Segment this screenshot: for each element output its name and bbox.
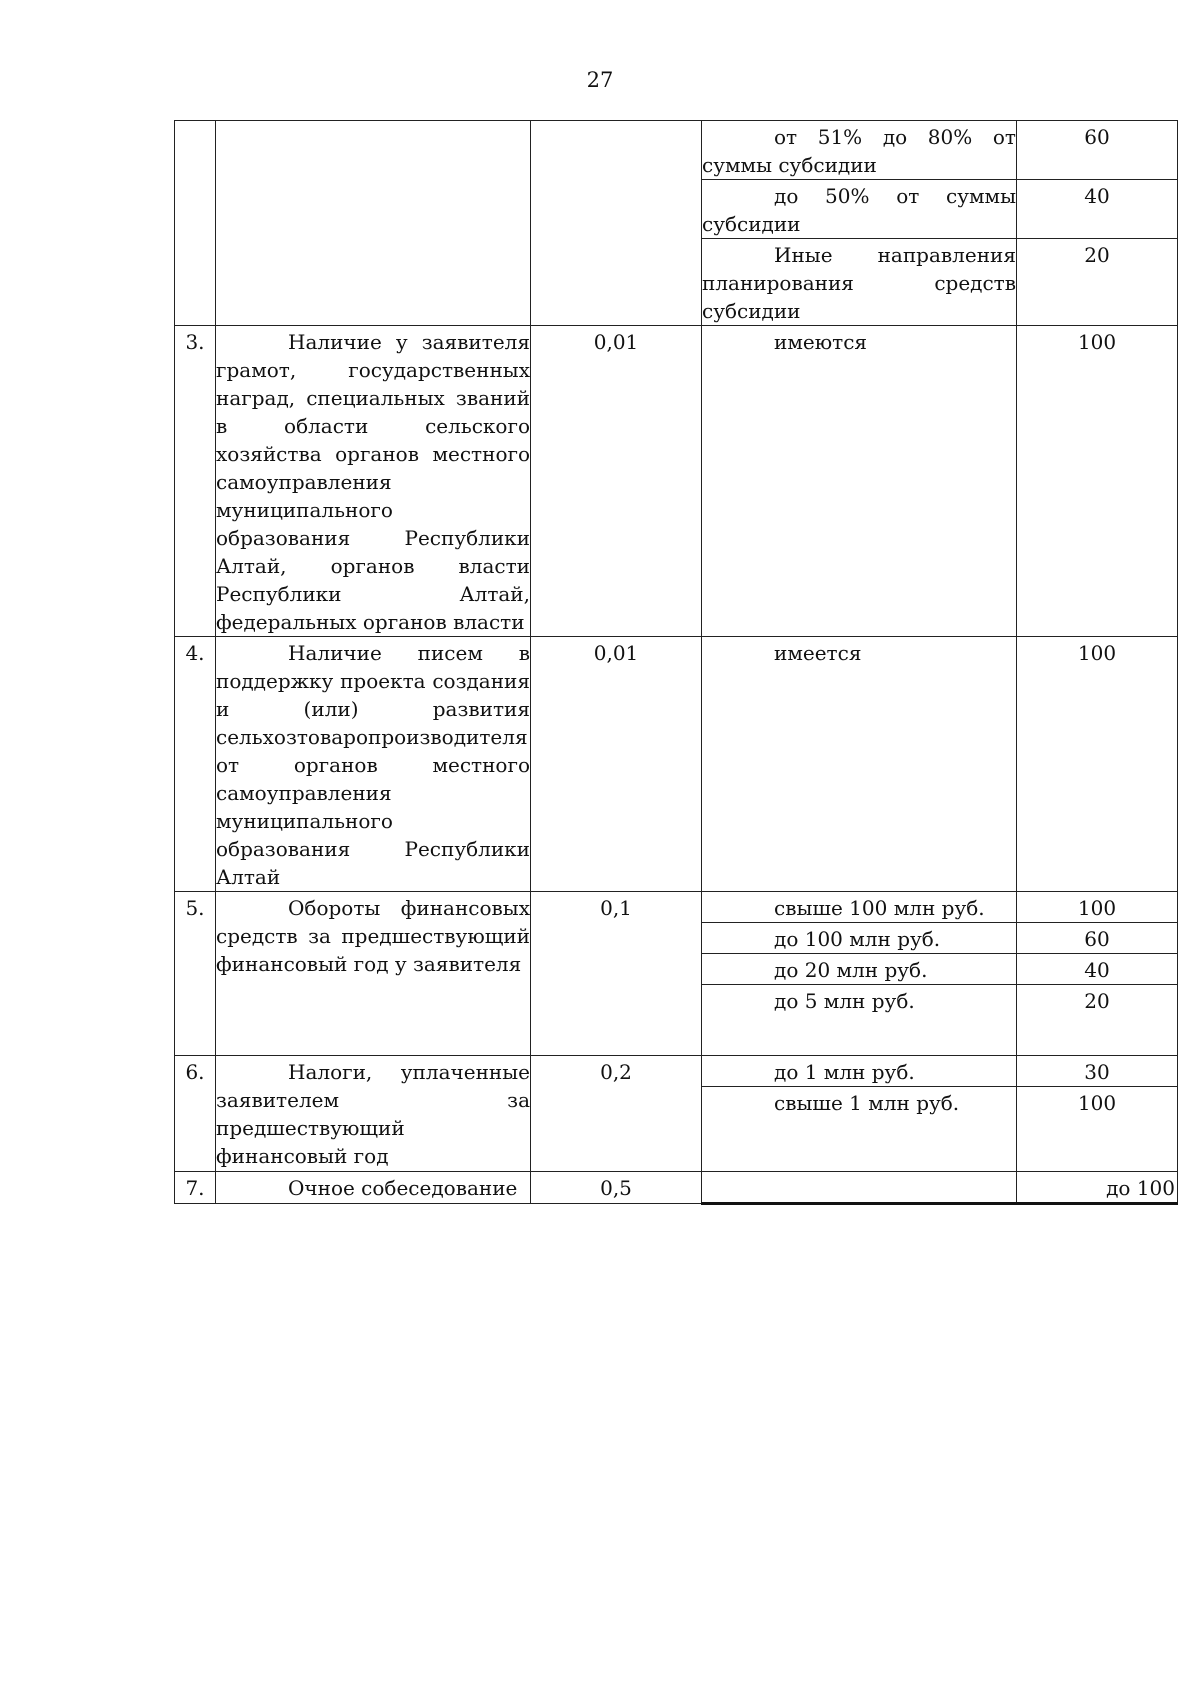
- score-cell: 100: [1017, 326, 1178, 637]
- table-row: [175, 637, 1178, 892]
- option-text: до 50% от суммы: [774, 184, 1016, 208]
- criterion-cell: [216, 1172, 531, 1204]
- option-cell: [702, 1056, 1017, 1087]
- option-cell: [702, 985, 1017, 1056]
- row-number: 6.: [175, 1056, 216, 1172]
- criteria-table: [174, 120, 1178, 1205]
- score-cell: 20: [1017, 239, 1178, 326]
- criterion-text: Очное собеседование: [288, 1176, 518, 1200]
- weight-cell: 0,5: [531, 1172, 702, 1204]
- cell-num-empty: [175, 121, 216, 326]
- page-number: 27: [586, 68, 614, 92]
- option-cell: [702, 923, 1017, 954]
- cell-criterion-empty: [216, 121, 531, 326]
- option-cell: [702, 326, 1017, 637]
- option-cell: [702, 1087, 1017, 1172]
- option-cell: [702, 121, 1017, 180]
- option-cell: [702, 1172, 1017, 1204]
- option-text: Иные направления: [774, 243, 1016, 267]
- weight-cell: 0,01: [531, 637, 702, 892]
- option-text: планирования средств: [702, 271, 1016, 295]
- row-number: 3.: [175, 326, 216, 637]
- score-cell: до 100: [1017, 1172, 1178, 1204]
- option-text: до 1 млн руб.: [774, 1060, 915, 1084]
- row-number: 4.: [175, 637, 216, 892]
- score-cell: 40: [1017, 954, 1178, 985]
- weight-cell: 0,01: [531, 326, 702, 637]
- score-cell: 60: [1017, 121, 1178, 180]
- criterion-cell: [216, 637, 531, 892]
- table-row: [175, 326, 1178, 637]
- weight-cell: 0,1: [531, 892, 702, 1056]
- criterion-text: Наличие писем в поддержку проекта создания и (или) развития сельхозтоваропроизводителя от органов местного самоуправления муниципального образования Республики Алтай: [216, 641, 530, 889]
- score-cell: 100: [1017, 892, 1178, 923]
- criterion-text: Обороты финансовых средств за предшествующий финансовый год у заявителя: [216, 896, 530, 976]
- score-cell: 100: [1017, 1087, 1178, 1172]
- option-cell: [702, 180, 1017, 239]
- table-row: [175, 1056, 1178, 1087]
- criterion-cell: [216, 892, 531, 1056]
- row-number: 5.: [175, 892, 216, 1056]
- option-text: до 5 млн руб.: [774, 989, 915, 1013]
- option-cell: [702, 637, 1017, 892]
- criterion-text: Наличие у заявителя грамот, государственных наград, специальных званий в области сельского хозяйства органов местного самоуправления муниципального образования Республики Алтай, органов власти Республики Алтай, федеральных органов власти: [216, 330, 530, 634]
- option-cell: [702, 892, 1017, 923]
- criterion-cell: [216, 1056, 531, 1172]
- table-row: [175, 121, 1178, 180]
- option-text: свыше 1 млн руб.: [774, 1091, 960, 1115]
- table-row: [175, 1172, 1178, 1204]
- weight-cell: 0,2: [531, 1056, 702, 1172]
- option-text: до 20 млн руб.: [774, 958, 928, 982]
- score-cell: 60: [1017, 923, 1178, 954]
- option-text: имеются: [774, 330, 868, 354]
- score-cell: 20: [1017, 985, 1178, 1056]
- score-cell: 100: [1017, 637, 1178, 892]
- table-row: [175, 892, 1178, 923]
- criterion-text: Налоги, уплаченные заявителем за предшествующий финансовый год: [216, 1060, 530, 1168]
- score-cell: 30: [1017, 1056, 1178, 1087]
- option-text: субсидии: [702, 212, 801, 236]
- option-text: имеется: [774, 641, 862, 665]
- criterion-cell: [216, 326, 531, 637]
- score-cell: 40: [1017, 180, 1178, 239]
- option-cell: [702, 239, 1017, 326]
- option-cell: [702, 954, 1017, 985]
- option-text: от 51% до 80% от: [774, 125, 1016, 149]
- cell-weight-empty: [531, 121, 702, 326]
- option-text: суммы субсидии: [702, 153, 877, 177]
- option-text: свыше 100 млн руб.: [774, 896, 985, 920]
- row-number: 7.: [175, 1172, 216, 1204]
- option-text: до 100 млн руб.: [774, 927, 941, 951]
- option-text: субсидии: [702, 299, 801, 323]
